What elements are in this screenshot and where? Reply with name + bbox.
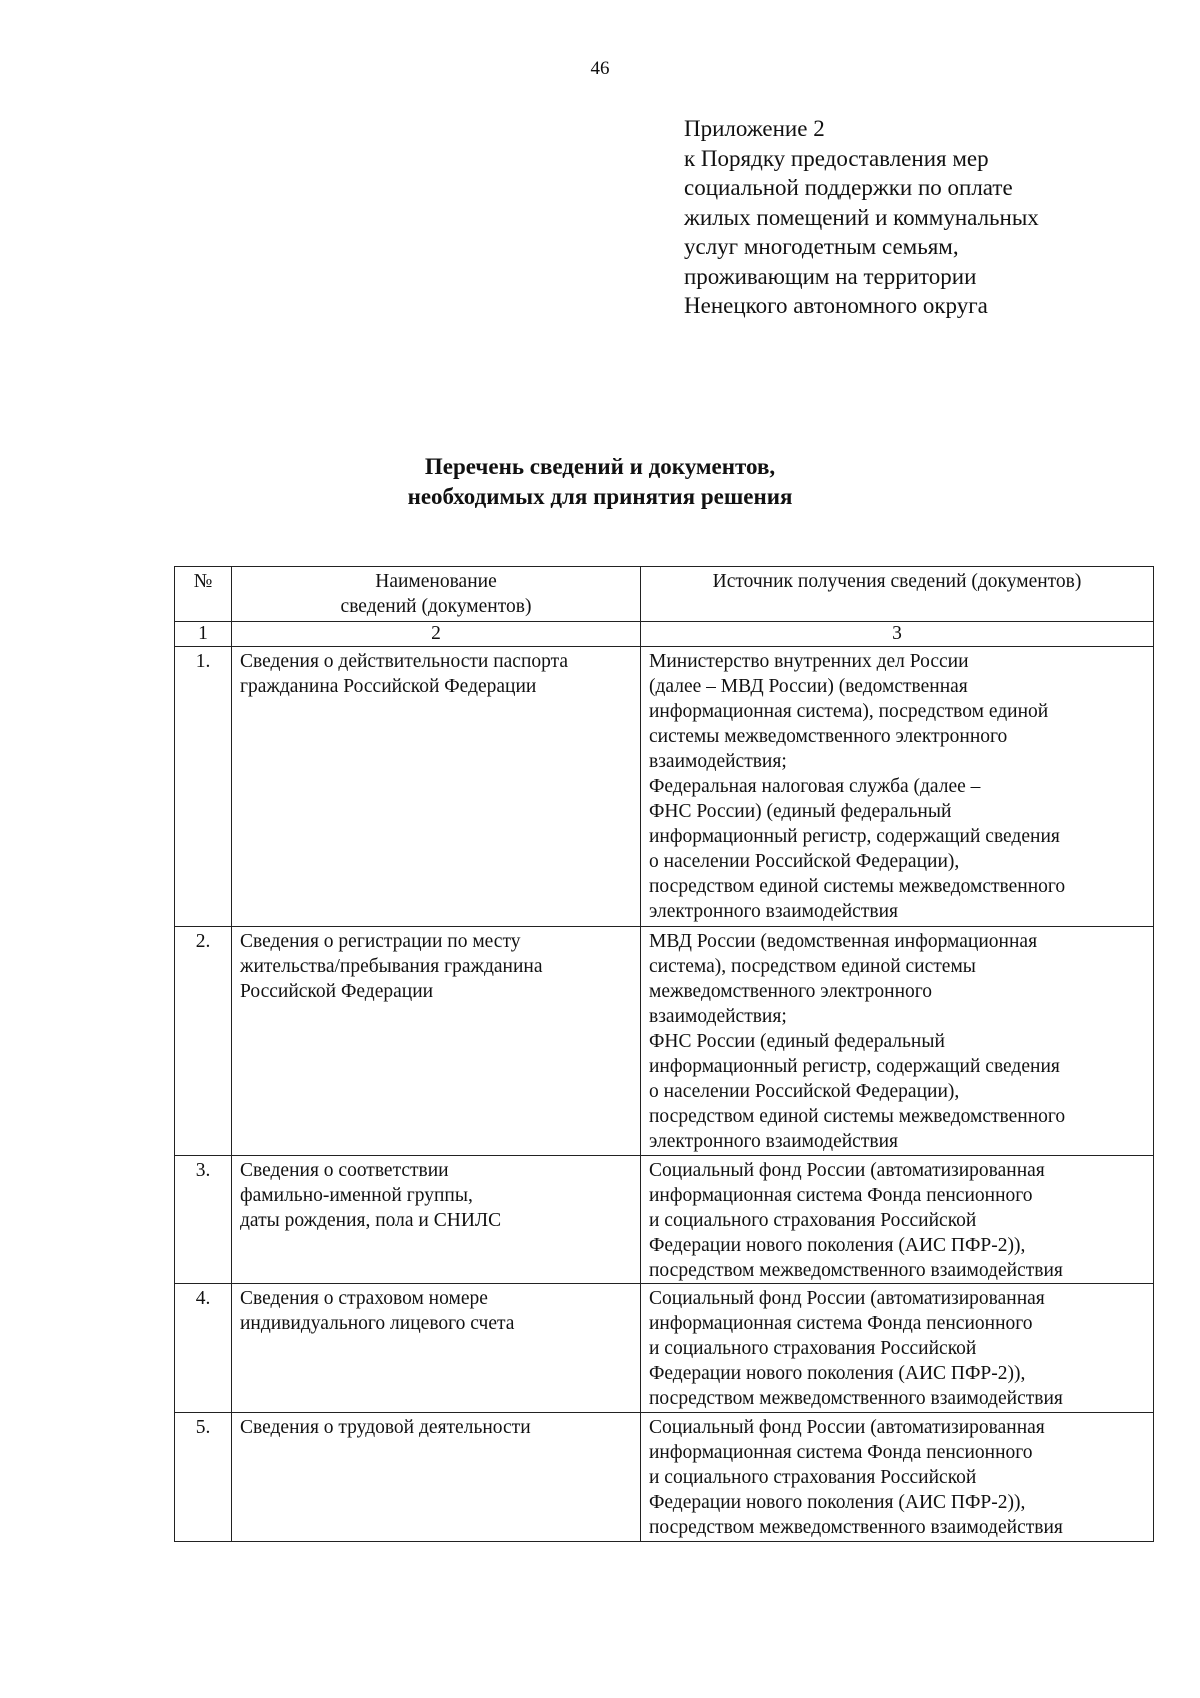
- name-line: индивидуального лицевого счета: [240, 1313, 515, 1334]
- name-line: гражданина Российской Федерации: [240, 676, 537, 697]
- column-number: 1: [175, 622, 232, 647]
- name-line: фамильно-именной группы,: [240, 1185, 473, 1206]
- appendix-note: [684, 114, 1164, 321]
- row-source: [641, 1413, 1154, 1542]
- source-line: межведомственного электронного: [649, 981, 933, 1002]
- source-line: Федерации нового поколения (АИС ПФР-2)),: [649, 1235, 1026, 1256]
- source-line: (далее – МВД России) (ведомственная: [649, 676, 968, 697]
- row-name: [232, 927, 641, 1156]
- source-line: и социального страхования Российской: [649, 1467, 977, 1488]
- column-numbers-row: [175, 622, 1154, 647]
- column-number: 3: [641, 622, 1154, 647]
- name-line: Сведения о страховом номере: [240, 1288, 488, 1309]
- row-number: [175, 1413, 232, 1542]
- row-source: [641, 927, 1154, 1156]
- source-line: ФНС России) (единый федеральный: [649, 801, 952, 822]
- row-number: [175, 1156, 232, 1284]
- source-line: информационная система), посредством единой: [649, 701, 1049, 722]
- source-line: Федерации нового поколения (АИС ПФР-2)),: [649, 1492, 1026, 1513]
- appendix-line: Ненецкого автономного округа: [684, 293, 988, 318]
- row-number-text: 5.: [195, 1417, 211, 1438]
- name-line: Сведения о действительности паспорта: [240, 651, 569, 672]
- row-number-text: 4.: [195, 1288, 211, 1309]
- row-name: [232, 1156, 641, 1284]
- table-row: [175, 1413, 1154, 1542]
- source-line: Министерство внутренних дел России: [649, 651, 969, 672]
- source-line: Федерации нового поколения (АИС ПФР-2)),: [649, 1363, 1026, 1384]
- source-line: взаимодействия;: [649, 751, 787, 772]
- appendix-line: жилых помещений и коммунальных: [684, 204, 1039, 230]
- document-title: [0, 452, 1200, 512]
- table-row: [175, 1284, 1154, 1413]
- source-line: информационный регистр, содержащий сведения: [649, 826, 1060, 847]
- table-row: [175, 1156, 1154, 1284]
- name-line: жительства/пребывания гражданина: [240, 956, 543, 977]
- row-name: [232, 647, 641, 927]
- source-line: ФНС России (единый федеральный: [649, 1031, 945, 1052]
- documents-table: [174, 566, 1154, 1542]
- table-header-row: [175, 567, 1154, 622]
- source-line: и социального страхования Российской: [649, 1338, 977, 1359]
- name-line: Российской Федерации: [240, 981, 434, 1002]
- source-line: Социальный фонд России (автоматизированная: [649, 1288, 1045, 1309]
- header-num: №: [175, 567, 232, 622]
- row-number-text: 3.: [195, 1160, 211, 1181]
- source-line: Социальный фонд России (автоматизированная: [649, 1417, 1045, 1438]
- header-name-line: Наименование: [375, 571, 497, 592]
- header-name-line: сведений (документов): [340, 596, 532, 617]
- source-line: Федеральная налоговая служба (далее –: [649, 776, 981, 797]
- source-line: посредством межведомственного взаимодействия: [649, 1388, 1063, 1409]
- row-number: [175, 927, 232, 1156]
- header-source: Источник получения сведений (документов): [641, 567, 1154, 622]
- source-line: информационный регистр, содержащий сведения: [649, 1056, 1060, 1077]
- source-line: электронного взаимодействия: [649, 901, 898, 922]
- row-number: [175, 1284, 232, 1413]
- source-line: МВД России (ведомственная информационная: [649, 931, 1038, 952]
- appendix-line: проживающим на территории: [684, 263, 977, 289]
- source-line: о населении Российской Федерации),: [649, 1081, 960, 1102]
- source-line: и социального страхования Российской: [649, 1210, 977, 1231]
- appendix-line: Приложение 2: [684, 116, 825, 141]
- row-source: [641, 1284, 1154, 1413]
- row-number-text: 2.: [195, 931, 211, 952]
- appendix-line: к Порядку предоставления мер: [684, 145, 989, 171]
- header-name: [232, 567, 641, 622]
- source-line: информационная система Фонда пенсионного: [649, 1442, 1033, 1463]
- page-number: 46: [590, 58, 610, 79]
- source-line: электронного взаимодействия: [649, 1131, 898, 1152]
- table-row: [175, 647, 1154, 927]
- source-line: система), посредством единой системы: [649, 956, 976, 977]
- appendix-line: услуг многодетным семьям,: [684, 234, 959, 259]
- name-line: Сведения о трудовой деятельности: [240, 1417, 531, 1438]
- row-name: [232, 1284, 641, 1413]
- row-number: [175, 647, 232, 927]
- source-line: взаимодействия;: [649, 1006, 787, 1027]
- source-line: посредством межведомственного взаимодействия: [649, 1260, 1063, 1281]
- row-source: [641, 647, 1154, 927]
- title-line: Перечень сведений и документов,: [424, 454, 776, 479]
- title-line: необходимых для принятия решения: [407, 484, 793, 509]
- row-source: [641, 1156, 1154, 1284]
- source-line: системы межведомственного электронного: [649, 726, 1008, 747]
- source-line: посредством межведомственного взаимодействия: [649, 1517, 1063, 1538]
- name-line: Сведения о регистрации по месту: [240, 931, 521, 952]
- source-line: Социальный фонд России (автоматизированная: [649, 1160, 1045, 1181]
- source-line: о населении Российской Федерации),: [649, 851, 960, 872]
- table-row: [175, 927, 1154, 1156]
- name-line: Сведения о соответствии: [240, 1160, 449, 1181]
- appendix-line: социальной поддержки по оплате: [684, 175, 1013, 200]
- source-line: информационная система Фонда пенсионного: [649, 1313, 1033, 1334]
- row-number-text: 1.: [195, 651, 211, 672]
- source-line: посредством единой системы межведомственного: [649, 1106, 1066, 1127]
- name-line: даты рождения, пола и СНИЛС: [240, 1210, 502, 1231]
- source-line: информационная система Фонда пенсионного: [649, 1185, 1033, 1206]
- column-number: 2: [232, 622, 641, 647]
- row-name: [232, 1413, 641, 1542]
- source-line: посредством единой системы межведомственного: [649, 876, 1066, 897]
